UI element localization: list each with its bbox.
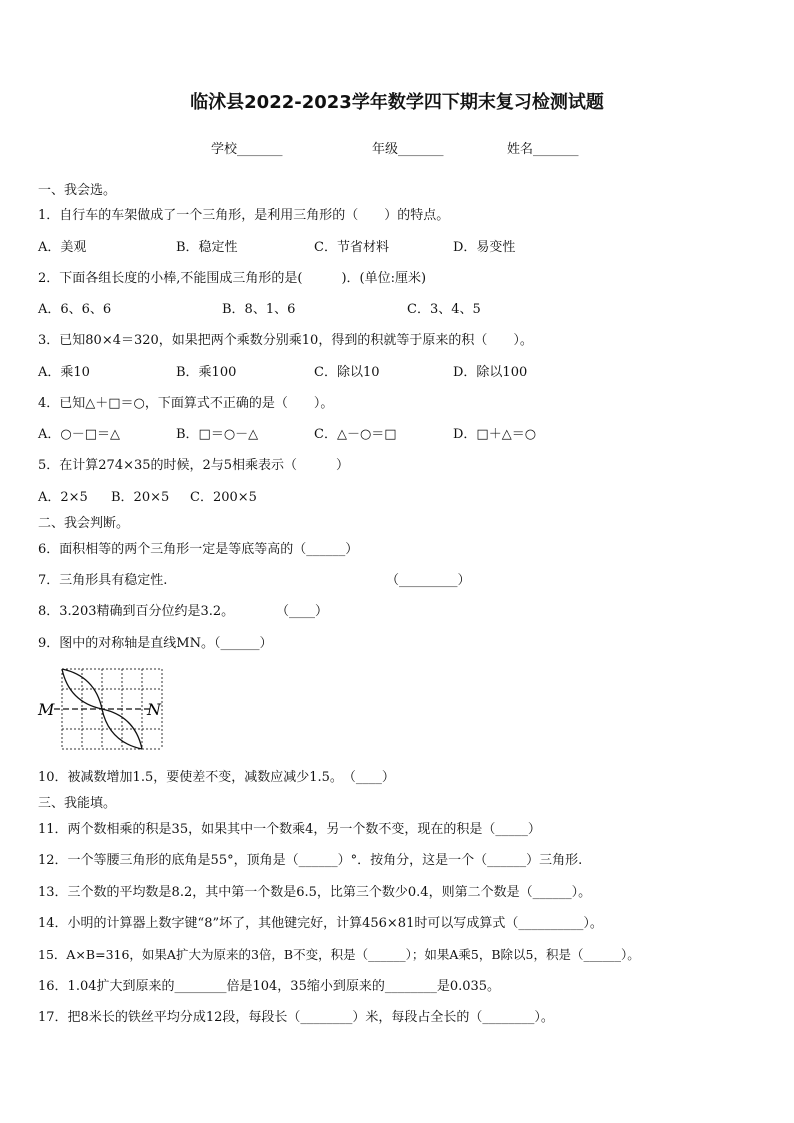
q4-option-a: A．○－□＝△ xyxy=(38,427,121,442)
question-2: 2．下面各组长度的小棒,不能围成三角形的是( )．(单位:厘米) xyxy=(38,271,427,286)
question-1: 1．自行车的车架做成了一个三角形，是利用三角形的（ ）的特点。 xyxy=(38,208,450,223)
question-13: 13．三个数的平均数是8.2，其中第一个数是6.5，比第三个数少0.4，则第二个数是（______）。 xyxy=(38,885,592,900)
q5-option-c: C．200×5 xyxy=(190,490,257,505)
question-12: 12．一个等腰三角形的底角是55°，顶角是（______）°．按角分，这是一个（______）三角形. xyxy=(38,853,583,868)
label-n: N xyxy=(147,700,161,719)
q3-option-b: B．乘100 xyxy=(176,365,237,380)
symmetry-figure xyxy=(36,664,166,750)
q5-option-a: A．2×5 xyxy=(38,490,88,505)
q3-option-a: A．乘10 xyxy=(38,365,90,380)
question-4: 4．已知△＋□＝○，下面算式不正确的是（ ）。 xyxy=(38,396,334,411)
q1-option-d: D．易变性 xyxy=(453,240,516,255)
q3-option-d: D．除以100 xyxy=(453,365,528,380)
question-15: 15．A×B=316，如果A扩大为原来的3倍，B不变，积是（______）；如果A乘5，B除以5，积是（______）。 xyxy=(38,947,640,962)
q5-option-b: B．20×5 xyxy=(111,490,170,505)
question-11: 11．两个数相乘的积是35，如果其中一个数乘4，另一个数不变，现在的积是（_____） xyxy=(38,822,541,837)
question-5: 5．在计算274×35的时候，2与5相乘表示（ ） xyxy=(38,458,350,473)
q1-option-a: A．美观 xyxy=(38,240,87,255)
question-9: 9．图中的对称轴是直线MN。（______） xyxy=(38,636,273,651)
question-8: 8．3.203精确到百分位约是3.2。 xyxy=(38,604,235,619)
q1-option-c: C．节省材料 xyxy=(314,240,389,255)
question-8-blank: （____） xyxy=(276,604,329,619)
section-heading-judge: 二、我会判断。 xyxy=(38,516,130,531)
page-title: 临沭县2022-2023学年数学四下期末复习检测试题 xyxy=(190,92,604,113)
q1-option-b: B．稳定性 xyxy=(176,240,238,255)
q2-option-b: B．8、1、6 xyxy=(222,302,296,317)
question-10: 10．被减数增加1.5，要使差不变，减数应减少1.5。 （____） xyxy=(38,770,395,785)
q3-option-c: C．除以10 xyxy=(314,365,380,380)
grade-field: 年级_______ xyxy=(372,142,444,157)
label-m: M xyxy=(38,700,55,719)
q4-option-c: C．△－○＝□ xyxy=(314,427,397,442)
q4-option-b: B．□＝○－△ xyxy=(176,427,259,442)
question-6: 6．面积相等的两个三角形一定是等底等高的（______） xyxy=(38,542,359,557)
student-name-field: 姓名_______ xyxy=(507,142,579,157)
q2-option-c: C．3、4、5 xyxy=(407,302,481,317)
section-heading-fill: 三、我能填。 xyxy=(38,796,117,811)
q2-option-a: A．6、6、6 xyxy=(38,302,112,317)
question-16: 16．1.04扩大到原来的________倍是104，35缩小到原来的________是0.035。 xyxy=(38,979,501,994)
school-field: 学校_______ xyxy=(211,142,283,157)
question-17: 17．把8米长的铁丝平均分成12段，每段长（________）米，每段占全长的（________）。 xyxy=(38,1010,554,1025)
question-7-blank: （_________） xyxy=(386,573,471,588)
question-14: 14．小明的计算器上数字键“8”坏了，其他键完好，计算456×81时可以写成算式（__________）。 xyxy=(38,916,603,931)
section-heading-choice: 一、我会选。 xyxy=(38,183,117,198)
q4-option-d: D．□＋△＝○ xyxy=(453,427,537,442)
question-3: 3．已知80×4＝320，如果把两个乘数分别乘10，得到的积就等于原来的积（ ）。 xyxy=(38,333,533,348)
question-7: 7．三角形具有稳定性. xyxy=(38,573,168,588)
